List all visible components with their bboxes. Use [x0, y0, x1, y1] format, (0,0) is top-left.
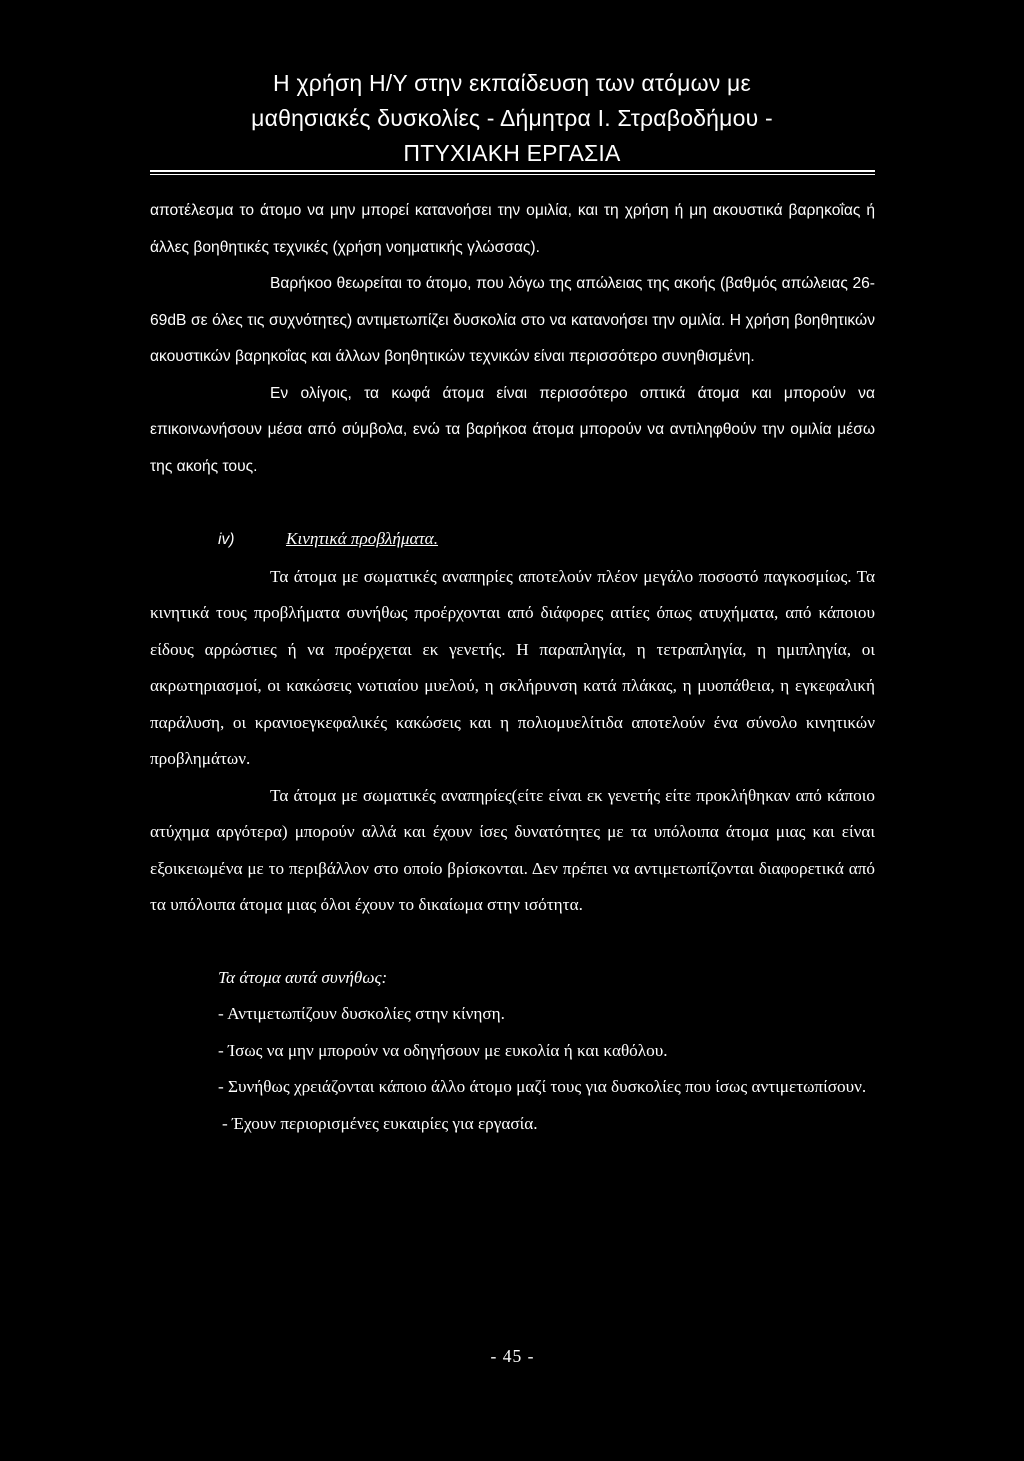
section-title: Κινητικά προβλήματα. — [286, 529, 438, 548]
running-header — [150, 66, 874, 171]
header-divider — [150, 170, 875, 175]
header-title-line-1: Η χρήση Η/Υ στην εκπαίδευση των ατόμων με — [273, 70, 751, 96]
header-title-line-2: μαθησιακές δυσκολίες - Δήμητρα Ι. Στραβοδήμου - — [251, 105, 773, 131]
page-number: - 45 - — [490, 1346, 535, 1366]
list-item: - Συνήθως χρειάζονται κάποιο άλλο άτομο μαζί τους για δυσκολίες που ίσως αντιμετωπίσουν. — [218, 1077, 867, 1096]
spacer — [150, 924, 875, 960]
section-heading — [150, 521, 875, 559]
list-item: - Αντιμετωπίζουν δυσκολίες στην κίνηση. — [218, 1004, 505, 1023]
section-number: iv) — [218, 531, 235, 548]
document-body — [150, 193, 875, 1142]
paragraph-motor-disabilities: Τα άτομα με σωματικές αναπηρίες αποτελούν πλέον μεγάλο ποσοστό παγκοσμίως. Τα κινητικά τους προβλήματα συνήθως προέρχονται από διάφορες αιτίες όπως ατυχήματα, από κάποιου είδους αρρώστιες ή να προέρχεται εκ γενετής. Η παραπληγία, η τετραπληγία, η ημιπληγία, οι ακρωτηριασμοί, οι κακώσεις νωτιαίου μυελού, η σκλήρυνση κατά πλάκας, η μυοπάθεια, η εγκεφαλική παράλυση, οι κρανιοεγκεφαλικές κακώσεις και η πολιομυελίτιδα αποτελούν ένα σύνολο κινητικών προβλημάτων. — [150, 566, 875, 768]
list-heading: Τα άτομα αυτά συνήθως: — [218, 967, 388, 987]
paragraph-deaf-summary: Εν ολίγοις, τα κωφά άτομα είναι περισσότερο οπτικά άτομα και μπορούν να επικοινωνήσουν μέσα από σύμβολα, ενώ τα βαρήκοα άτομα μπορούν να αντιληφθούν την ομιλία μέσω της ακοής τους. — [150, 384, 875, 475]
list-item: - Ίσως να μην μπορούν να οδηγήσουν με ευκολία ή και καθόλου. — [218, 1040, 668, 1060]
paragraph-hard-of-hearing: Βαρήκοο θεωρείται το άτομο, που λόγω της απώλειας της ακοής (βαθμός απώλειας 26-69dB σε όλες τις συχνότητες) αντιμετωπίζει δυσκολία στο να κατανοήσει την ομιλία. Η χρήση βοηθητικών ακουστικών βαρηκοΐας και άλλων βοηθητικών τεχνικών είναι περισσότερο συνηθισμένη. — [150, 275, 875, 365]
list-item: - Έχουν περιορισμένες ευκαιρίες για εργασία. — [222, 1113, 538, 1133]
paragraph-equal-opportunities: Τα άτομα με σωματικές αναπηρίες(είτε είναι εκ γενετής είτε προκλήθηκαν από κάποιο ατύχημα αργότερα) μπορούν αλλά και έχουν ίσες δυνατότητες με τα υπόλοιπα άτομα μιας και είναι εξοικειωμένα με το περιβάλλον στο οποίο βρίσκονται. Δεν πρέπει να αντιμετωπίζονται διαφορετικά από τα υπόλοιπα άτομα μιας όλοι έχουν το δικαίωμα στην ισότητα. — [150, 785, 875, 914]
paragraph-hearing-continued: αποτέλεσμα το άτομο να μην μπορεί κατανοήσει την ομιλία, και τη χρήση ή μη ακουστικά βαρηκοΐας ή άλλες βοηθητικές τεχνικές (χρήση νοηματικής γλώσσας). — [150, 202, 875, 256]
header-title-line-3: ΠΤΥΧΙΑΚΗ ΕΡΓΑΣΙΑ — [403, 140, 621, 166]
spacer — [150, 485, 875, 521]
